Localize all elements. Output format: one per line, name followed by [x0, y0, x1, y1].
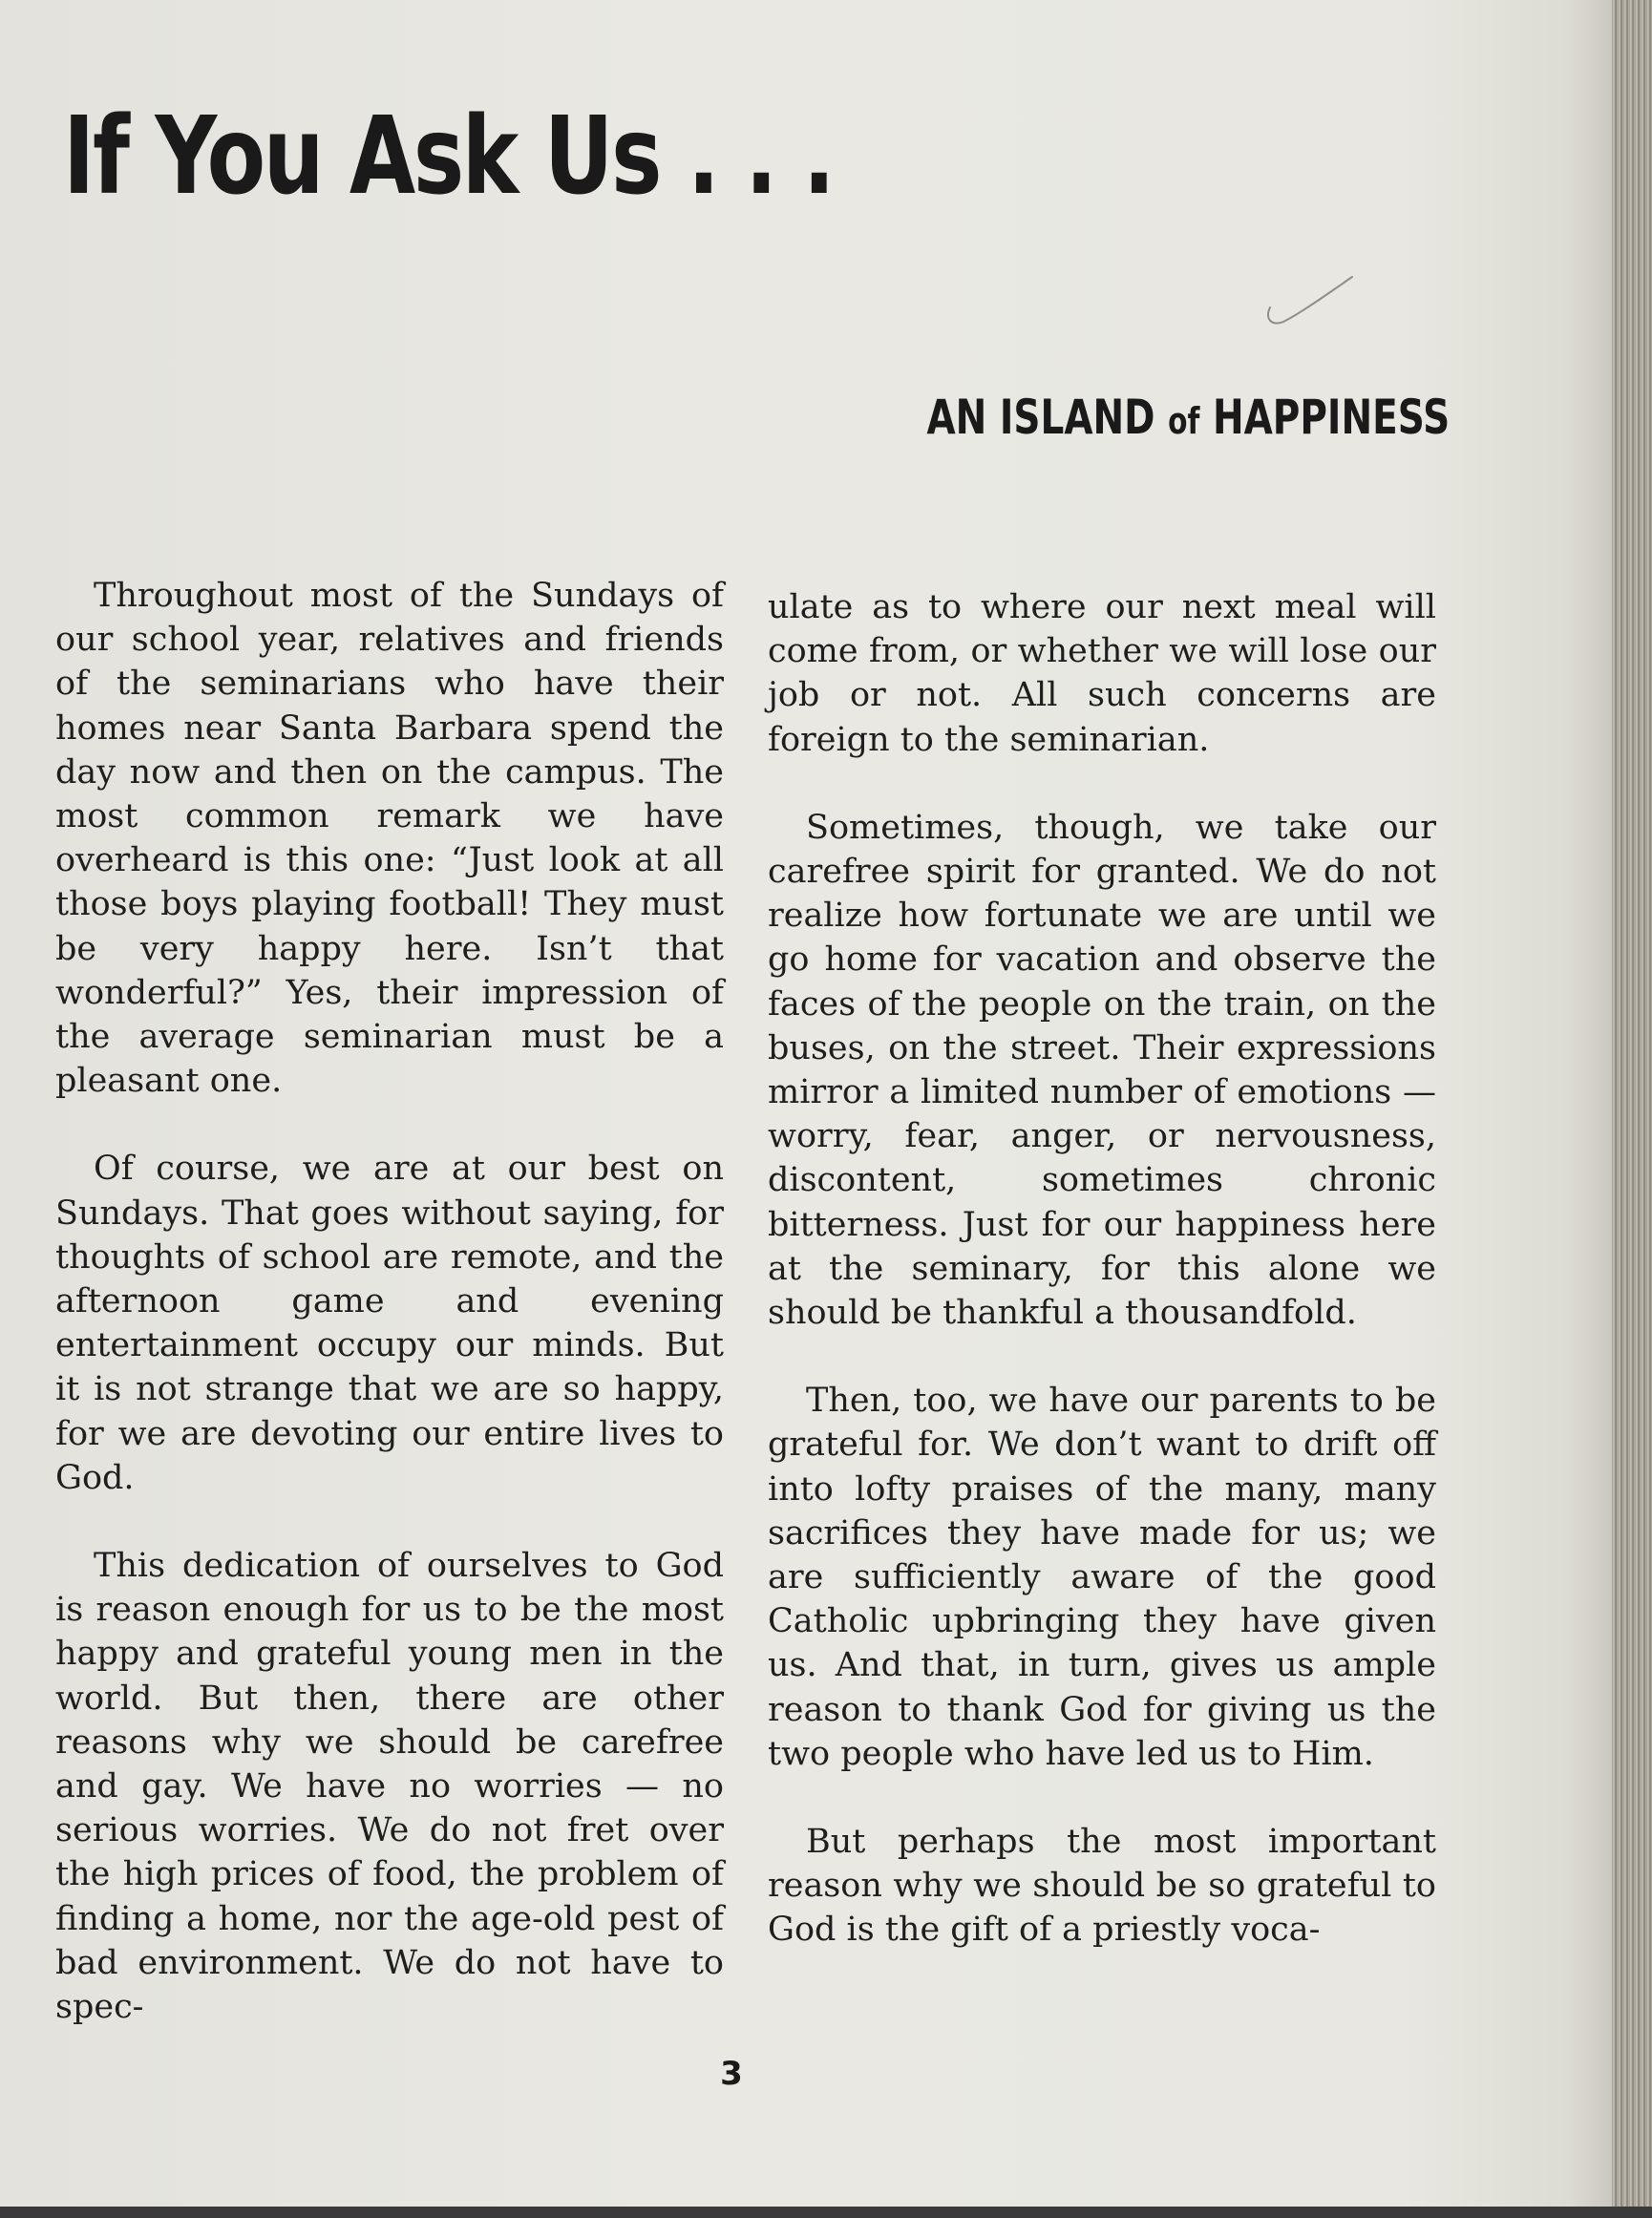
page-bottom-edge — [0, 2207, 1652, 2218]
pencil-checkmark — [1262, 269, 1358, 336]
page-number: 3 — [720, 2055, 743, 2093]
article-heading — [926, 390, 1450, 445]
article-heading-part1: AN ISLAND — [926, 390, 1168, 445]
paragraph: Throughout most of the Sundays of our school year, relatives and friends of the seminarians who have their homes near Santa Barbara spend the day now and then on the campus. The most common remark we have overheard is this one: “Just look at all those boys playing football! They must be very happy here. Isn’t that wonderful?” Yes, their impression of the average seminarian must be a pleasant one. — [55, 577, 724, 1101]
paragraph: Sometimes, though, we take our carefree spirit for granted. We do not realize how fortunate we are until we go home for vacation and observe the faces of the people on the train, on the buses, on the street. Their expressions mirror a limited number of emotions — worry, fear, anger, or nervousness, discontent, sometimes chronic bitterness. Just for our happiness here at the seminary, for this alone we should be thankful a thousandfold. — [768, 808, 1436, 1333]
paragraph: Of course, we are at our best on Sundays. That goes without saying, for thoughts of school are remote, and the afternoon game and evening entertainment occupy our minds. But it is not strange that we are so happy, for we are devoting our entire lives to God. — [55, 1150, 724, 1497]
paragraph: This dedication of ourselves to God is reason enough for us to be the most happy and grateful young men in the world. But then, there are other reasons why we should be carefree and gay. We have no worries — no serious worries. We do not fret over the high prices of food, the problem of finding a home, nor the age-old pest of bad environment. We do not have to spec- — [55, 1547, 724, 2027]
page-title: If You Ask Us . . . — [63, 95, 834, 219]
paragraph: ulate as to where our next meal will come from, or whether we will lose our job or not. All such concerns are foreign to the seminarian. — [768, 588, 1436, 759]
article-heading-part2: of — [1167, 400, 1200, 442]
paragraph: Then, too, we have our parents to be grateful for. We don’t want to drift off into lofty praises of the many, many sacrifices they have made for us; we are sufficiently aware of the good Catholic upbringing they have given us. And that, in turn, gives us ample reason to thank God for giving us the two people who have led us to Him. — [768, 1382, 1436, 1773]
article-left-column — [55, 574, 724, 2029]
book-gutter — [1612, 0, 1652, 2218]
article-right-column — [768, 585, 1436, 1953]
paragraph: But perhaps the most important reason why we should be so grateful to God is the gift of a priestly voca- — [768, 1823, 1436, 1950]
article-heading-part3: HAPPINESS — [1199, 390, 1450, 445]
